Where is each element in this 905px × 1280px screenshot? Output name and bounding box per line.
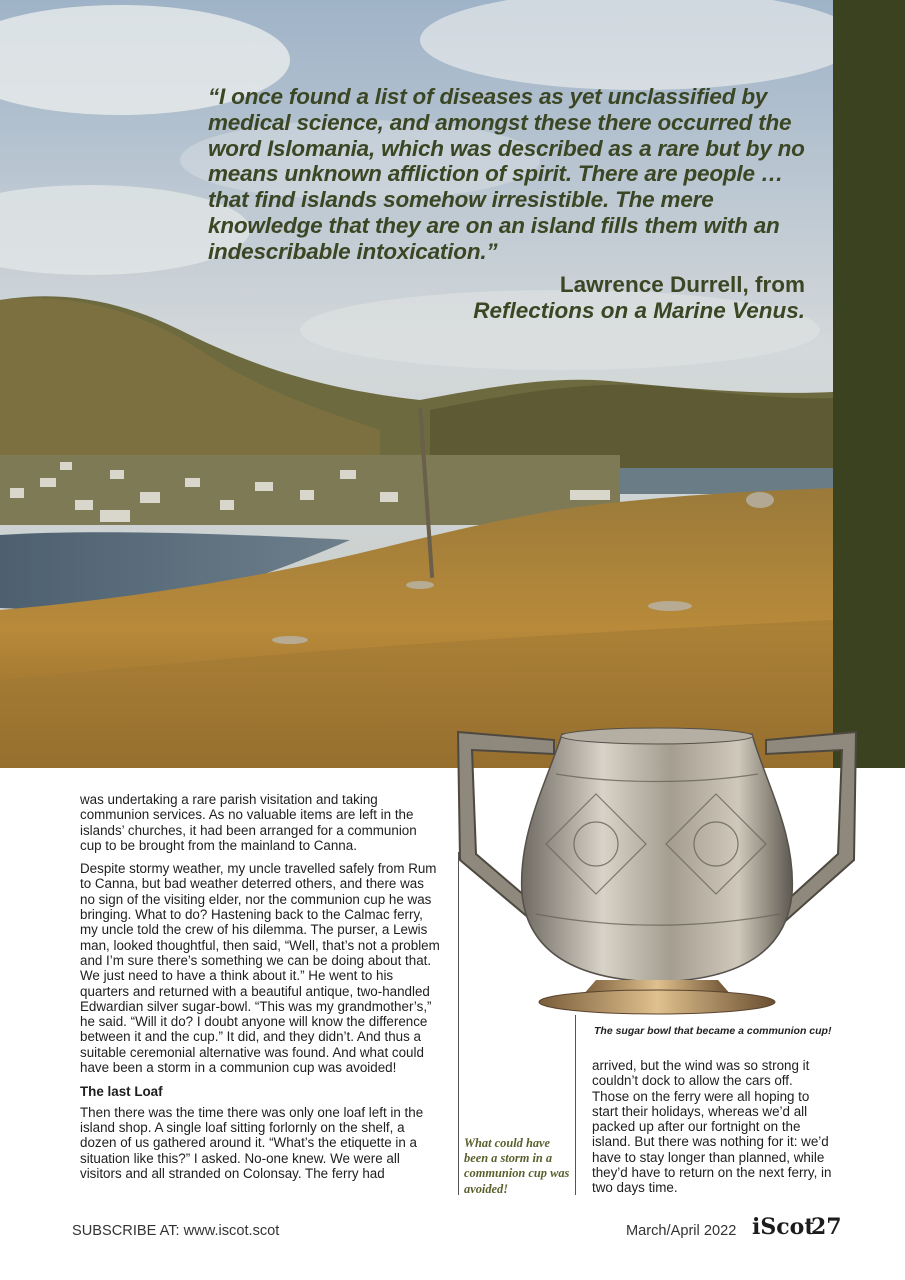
feature-quote: “I once found a list of diseases as yet unclassified by medical science, and amongst these there occurred the word Islomania, which was described as a rare but by no means unknown affliction of spirit. There are people … that find islands somehow irresistible. The mere knowledge that they are on an island fills them with an indescribable intoxication.” bbox=[208, 84, 805, 264]
quote-author: Lawrence Durrell, from bbox=[559, 272, 805, 297]
paragraph: arrived, but the wind was so strong it couldn’t dock to allow the cars off. Those on the ferry were all hoping to start their holidays, whereas we’d all packed up after our fortnight on the island. But there was nothing for it: we’d have to stay longer than planned, while they’d have to return on the next ferry, in two days time. bbox=[592, 1058, 832, 1196]
article-column-left bbox=[80, 792, 440, 1189]
magazine-logo: iScot bbox=[752, 1214, 815, 1240]
column-divider bbox=[458, 852, 459, 1195]
image-caption: The sugar bowl that became a communion cup! bbox=[594, 1025, 832, 1037]
silver-sugar-bowl-image bbox=[436, 724, 876, 1024]
article-column-right bbox=[592, 1058, 832, 1204]
quote-source: Reflections on a Marine Venus. bbox=[473, 298, 805, 323]
paragraph: Despite stormy weather, my uncle travelled safely from Rum to Canna, but bad weather deterred others, and there was no sign of the visiting elder, nor the communion cup he was bringing. What to do? Hastening back to the Calmac ferry, my uncle told the crew of his dilemma. The purser, a Lewis man, looked thoughtful, then said, “Well, that’s not a problem and I’m sure there’s something we can be doing about that. We just need to have a think about it.” He went to his quarters and returned with a beautiful antique, two-handled Edwardian silver sugar-bowl. “This was my grandmother’s,” he said. “Will it do? I doubt anyone will know the difference between it and the cup.” It did, and they didn’t. And thus a suitable ceremonial alternative was found. And what could have been a storm in a communion cup was avoided! bbox=[80, 861, 440, 1076]
footer-subscribe: SUBSCRIBE AT: www.iscot.scot bbox=[72, 1223, 280, 1239]
footer-date: March/April 2022 bbox=[626, 1223, 737, 1239]
pull-quote: What could have been a storm in a communion cup was avoided! bbox=[464, 1136, 570, 1196]
quote-attribution bbox=[473, 272, 805, 324]
column-divider bbox=[575, 1015, 576, 1195]
paragraph: Then there was the time there was only one loaf left in the island shop. A single loaf sitting forlornly on the shelf, a dozen of us gathered around it. “What’s the etiquette in a situation like this?” I asked. No-one knew. We were all visitors and all stranded on Colonsay. The ferry had bbox=[80, 1104, 424, 1181]
section-subhead: The last Loaf bbox=[80, 1084, 163, 1100]
page-number: 27 bbox=[811, 1214, 842, 1240]
sidebar-color-block bbox=[833, 0, 905, 768]
paragraph: was undertaking a rare parish visitation and taking communion services. As no valuable items are left in the islands’ churches, it had been arranged for a communion cup to be brought from the mainland to Canna. bbox=[80, 792, 417, 853]
